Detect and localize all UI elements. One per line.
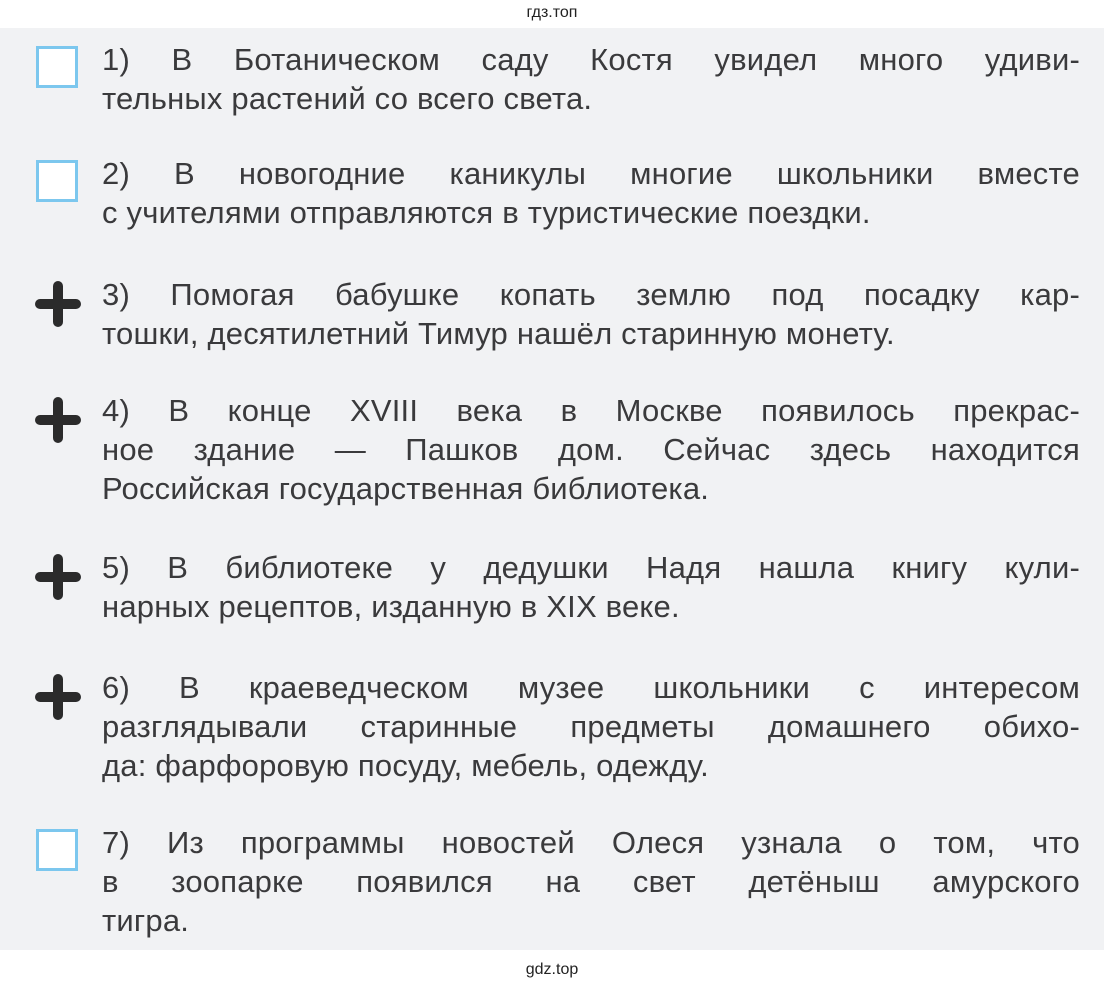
worksheet-page [0, 28, 1104, 950]
item-4-line-3: Российская государственная библиотека. [102, 471, 710, 506]
item-6-line-1: 6) В краеведческом музее школьники с интересом [102, 670, 1080, 705]
item-1-line-1: 1) В Ботаническом саду Костя увидел много удиви- [102, 42, 1080, 77]
answer-checkbox-1[interactable] [36, 46, 78, 88]
plus-mark-icon-6[interactable] [33, 672, 83, 722]
item-6-line-2: разглядывали старинные предметы домашнего обихо- [102, 709, 1080, 744]
plus-mark-icon-5[interactable] [33, 552, 83, 602]
item-1-text [102, 40, 1080, 118]
item-5-text [102, 548, 1080, 626]
item-3-text [102, 275, 1080, 353]
watermark-top: гдз.топ [526, 4, 578, 21]
item-1-line-2: тельных растений со всего света. [102, 81, 593, 116]
item-2-line-2: с учителями отправляются в туристические поездки. [102, 195, 871, 230]
item-5-line-2: нарных рецептов, изданную в XIX веке. [102, 589, 680, 624]
watermark-bottom: gdz.top [525, 961, 579, 978]
item-4-text [102, 391, 1080, 508]
item-7-line-3: тигра. [102, 903, 190, 938]
item-7-line-1: 7) Из программы новостей Олеся узнала о том, что [102, 825, 1080, 860]
item-3-line-2: тошки, десятилетний Тимур нашёл старинную монету. [102, 316, 895, 351]
answer-checkbox-7[interactable] [36, 829, 78, 871]
item-2-text [102, 154, 1080, 232]
answer-checkbox-2[interactable] [36, 160, 78, 202]
item-6-line-3: да: фарфоровую посуду, мебель, одежду. [102, 748, 709, 783]
plus-mark-icon-3[interactable] [33, 279, 83, 329]
item-3-line-1: 3) Помогая бабушке копать землю под посадку кар- [102, 277, 1080, 312]
item-5-line-1: 5) В библиотеке у дедушки Надя нашла книгу кули- [102, 550, 1080, 585]
item-7-text [102, 823, 1080, 940]
item-4-line-1: 4) В конце XVIII века в Москве появилось прекрас- [102, 393, 1080, 428]
item-7-line-2: в зоопарке появился на свет детёныш амурского [102, 864, 1080, 899]
item-6-text [102, 668, 1080, 785]
plus-mark-icon-4[interactable] [33, 395, 83, 445]
item-4-line-2: ное здание — Пашков дом. Сейчас здесь находится [102, 432, 1080, 467]
item-2-line-1: 2) В новогодние каникулы многие школьники вместе [102, 156, 1080, 191]
